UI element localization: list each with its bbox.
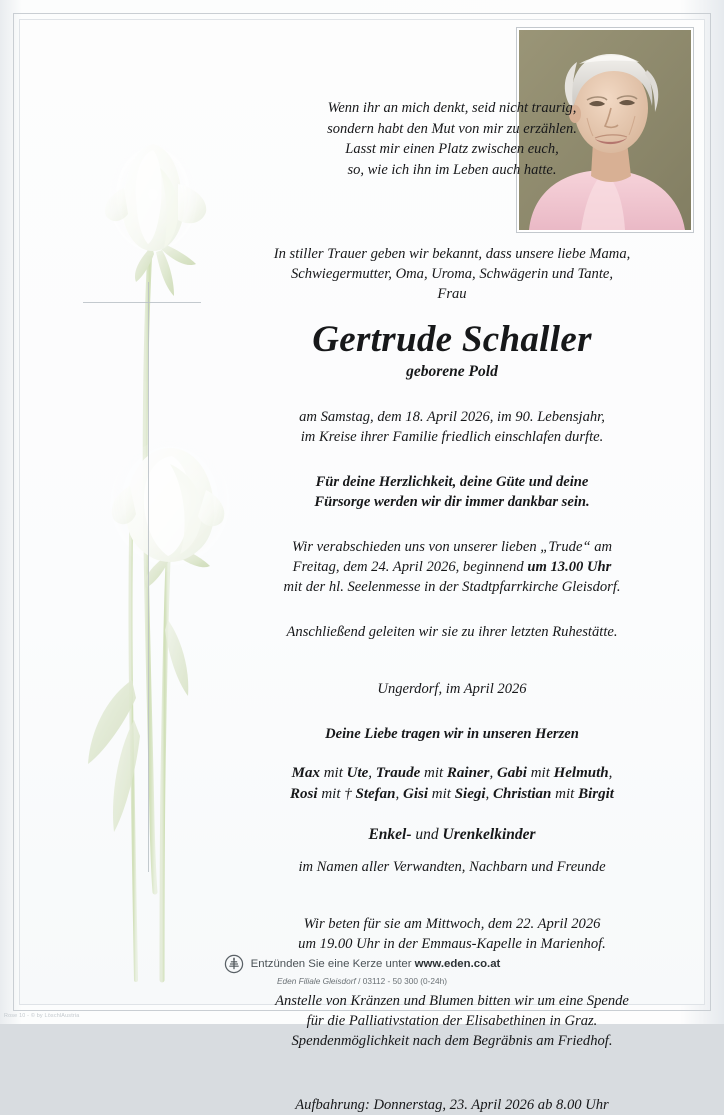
conj: mit [551,786,579,802]
conj: , [395,786,403,802]
family-name-rosi: Rosi [290,786,318,802]
artwork-credit: Rose 10 - © by LöschlAustria [4,1013,80,1019]
card-footer [20,954,704,986]
conj: mit [319,765,347,781]
prayer-line-2: um 19.00 Uhr in der Emmaus-Kapelle in Marienhof. [298,936,606,952]
conj: , [489,765,497,781]
conj-dagger: mit † [317,786,356,802]
family-name-helmuth: Helmuth [553,765,609,781]
poem-line-2: sondern habt den Mut von mir zu erzählen. [327,120,577,137]
footer-hours: (0-24h) [417,976,448,986]
family-name-rainer: Rainer [446,765,490,781]
family-name-gabi: Gabi [496,765,527,781]
love-line: Deine Liebe tragen wir in unseren Herzen [325,726,579,742]
relatives-line: im Namen aller Verwandten, Nachbarn und Freunde [298,859,606,875]
funeral-time: um 13.00 Uhr [527,559,612,575]
cross-vertical-line [148,282,149,872]
footer-candle-text [251,958,501,970]
donation-line-1: Anstelle von Kränzen und Blumen bitten wir um eine Spende [275,993,629,1009]
announcement-line-1: In stiller Trauer geben wir bekannt, dass unsere liebe Mama, [273,246,631,262]
passing-text [212,407,692,447]
passing-line-1: am Samstag, dem 18. April 2026, im 90. Lebensjahr, [299,409,605,425]
rose-lower [88,440,230,980]
funeral-details [212,537,692,597]
cross-horizontal-line [83,302,201,303]
prayer-line-1: Wir beten für sie am Mittwoch, dem 22. April 2026 [303,916,601,932]
family-name-traude: Traude [375,765,421,781]
footer-candle-label: Entzünden Sie eine Kerze unter [250,958,415,970]
tribute-line-1: Für deine Herzlichkeit, deine Güte und deine [315,474,589,490]
donation-request [212,991,692,1051]
conj: , [608,765,613,781]
footer-branch-name: Eden Filiale Gleisdorf [276,976,356,986]
grandchildren-line [212,824,692,845]
poem-line-4: so, wie ich ihn im Leben auch hatte. [347,161,557,178]
footer-website-link[interactable]: www.eden.co.at [414,958,501,970]
poem-line-3: Lasst mir einen Platz zwischen euch, [345,141,559,157]
tribute-line-2: Fürsorge werden wir dir immer dankbar sein. [314,494,590,510]
announcement-text [212,244,692,304]
grandchildren-label: Enkel- [368,826,412,843]
family-name-max: Max [291,765,320,781]
procession-text: Anschließend geleiten wir sie zu ihrer letzten Ruhestätte. [286,624,618,640]
conj: mit [428,786,455,802]
funeral-line-2-text: Freitag, dem 24. April 2026, beginnend [292,559,528,575]
opening-poem [212,20,692,180]
announcement-line-3: Frau [437,286,467,302]
announcement-line-2: Schwiegermutter, Oma, Uroma, Schwägerin und Tante, [291,266,613,282]
footer-candle-row [20,954,704,974]
family-name-gisi: Gisi [403,786,429,802]
conj: , [485,786,494,802]
great-grandchildren-label: Urenkelkinder [442,826,536,843]
prayer-details [212,914,692,954]
place-and-date: Ungerdorf, im April 2026 [377,681,527,697]
grandchildren-conj: und [411,826,443,843]
footer-branch-row [20,976,704,986]
family-name-siegi: Siegi [454,786,486,802]
passing-line-2: im Kreise ihrer Familie friedlich einschlafen durfte. [300,429,604,445]
funeral-line-3: mit der hl. Seelenmesse in der Stadtpfarrkirche Gleisdorf. [283,579,621,595]
family-row-1 [212,763,692,784]
family-name-birgit: Birgit [578,786,614,802]
donation-line-3: Spendenmöglichkeit nach dem Begräbnis am Friedhof. [291,1033,613,1049]
family-names [212,763,692,805]
donation-line-2: für die Palliativstation der Elisabethinen in Graz. [306,1013,598,1029]
conj: mit [420,765,447,781]
funeral-line-2 [212,557,692,577]
poem-line-1: Wenn ihr an mich denkt, seid nicht traurig, [327,100,577,116]
rose-upper [105,144,206,892]
family-row-2 [212,784,692,805]
lying-in-state: Aufbahrung: Donnerstag, 23. April 2026 ab 8.00 Uhr [295,1097,609,1113]
funeral-line-1: Wir verabschieden uns von unserer lieben „Trude“ am [291,539,613,555]
footer-separator: / [355,976,363,986]
tribute-text [212,472,692,512]
family-name-ute: Ute [346,765,369,781]
deceased-name: Gertrude Schaller [312,319,592,360]
deceased-maiden-name: geborene Pold [406,363,498,380]
conj: , [368,765,376,781]
footer-phone: 03112 - 50 300 [362,976,418,986]
conj: mit [526,765,554,781]
family-name-christian: Christian [493,786,552,802]
card-text-content [212,20,692,1115]
tree-candle-logo-icon [224,954,244,974]
family-name-stefan: Stefan [355,786,396,802]
